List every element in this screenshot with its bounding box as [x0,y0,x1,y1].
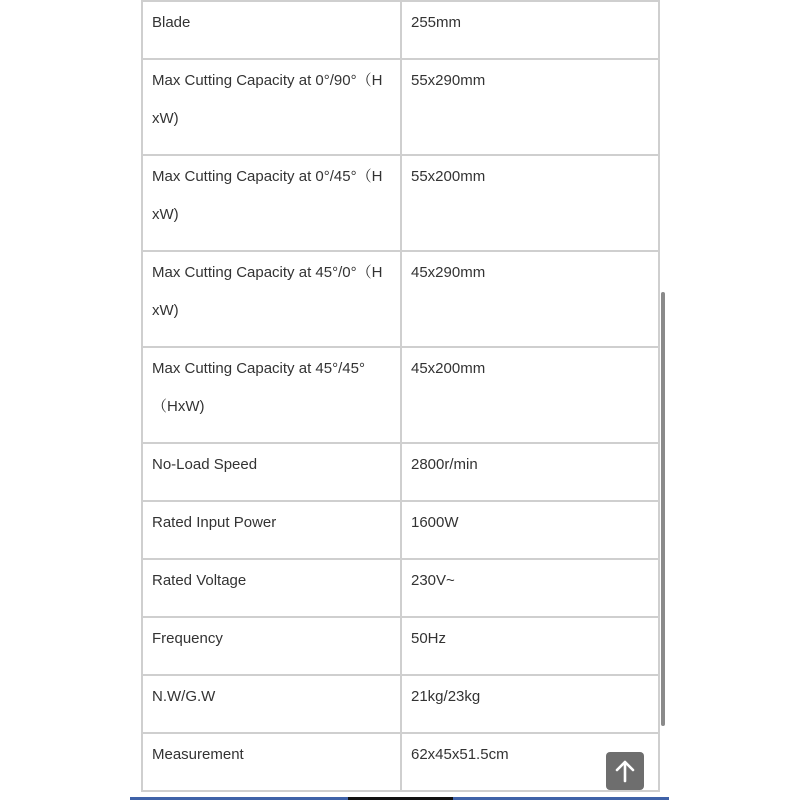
spec-label: Measurement [142,733,401,791]
table-row [142,155,659,251]
spec-value: 21kg/23kg [401,675,659,733]
spec-value: 1600W [401,501,659,559]
table-row [142,733,659,791]
spec-label: Rated Voltage [142,559,401,617]
spec-label: Blade [142,1,401,59]
spec-value: 62x45x51.5cm [401,733,659,791]
spec-label: Max Cutting Capacity at 0°/45°（H xW) [142,155,401,251]
spec-value: 2800r/min [401,443,659,501]
spec-value: 55x290mm [401,59,659,155]
spec-value: 50Hz [401,617,659,675]
spec-label: Max Cutting Capacity at 0°/90°（H xW) [142,59,401,155]
spec-table [141,0,660,792]
spec-label: Max Cutting Capacity at 45°/45°（HxW) [142,347,401,443]
vertical-scrollbar[interactable] [661,292,665,726]
table-row [142,617,659,675]
spec-value: 45x290mm [401,251,659,347]
table-row [142,251,659,347]
table-row [142,1,659,59]
spec-value: 255mm [401,1,659,59]
spec-value: 230V~ [401,559,659,617]
spec-value: 55x200mm [401,155,659,251]
table-row [142,675,659,733]
spec-label: Max Cutting Capacity at 45°/0°（H xW) [142,251,401,347]
table-row [142,347,659,443]
arrow-up-icon [614,759,636,783]
spec-label: Rated Input Power [142,501,401,559]
table-row [142,59,659,155]
page-viewport [130,0,669,800]
spec-value: 45x200mm [401,347,659,443]
spec-label: N.W/G.W [142,675,401,733]
spec-label: No-Load Speed [142,443,401,501]
back-to-top-button[interactable] [606,752,644,790]
table-row [142,443,659,501]
table-row [142,501,659,559]
spec-label: Frequency [142,617,401,675]
table-row [142,559,659,617]
